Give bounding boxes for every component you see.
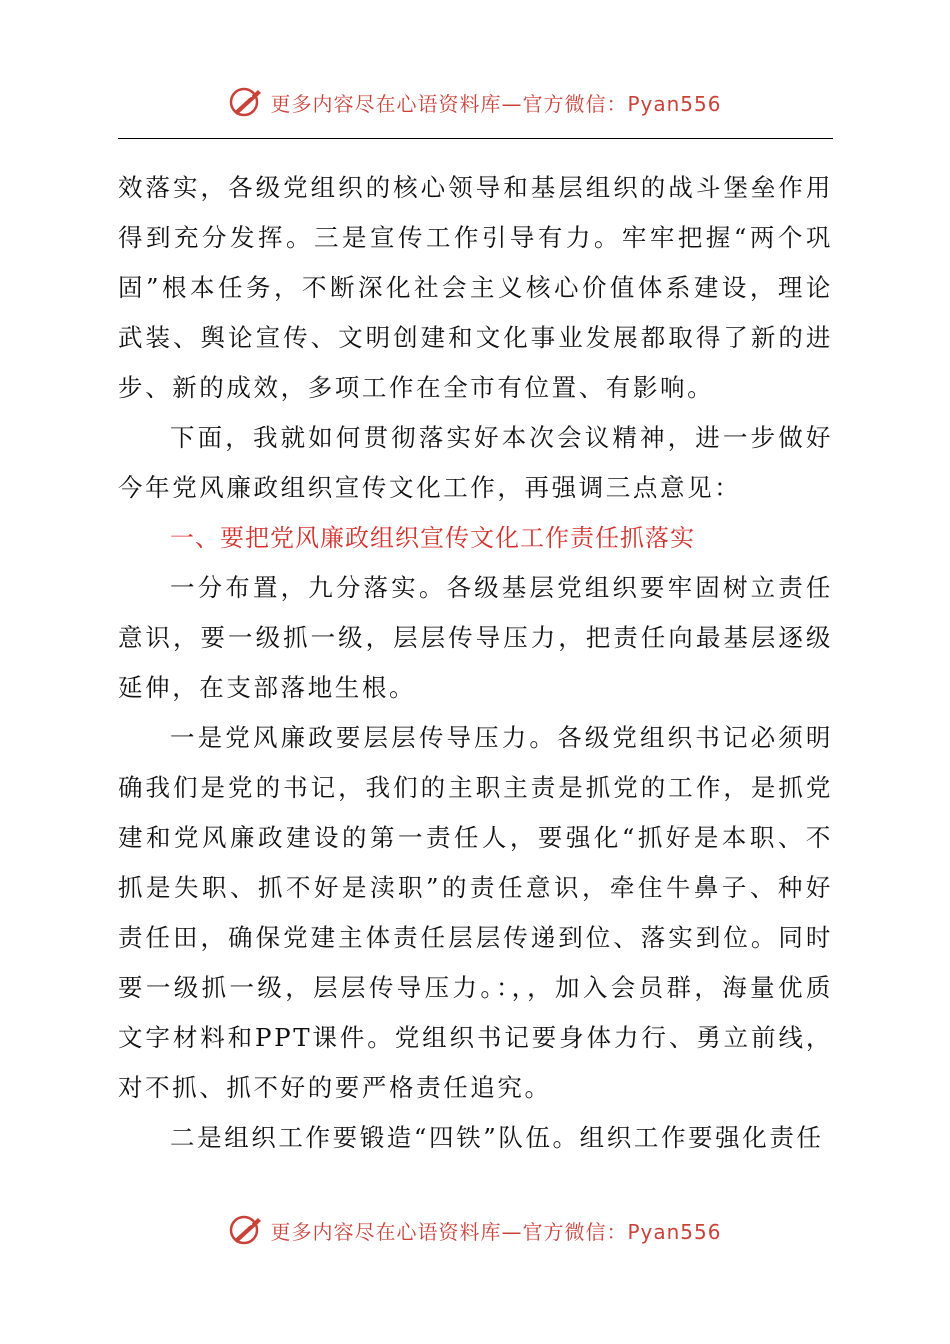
header-divider xyxy=(118,138,833,139)
paragraph: 一分布置，九分落实。各级基层党组织要牢固树立责任意识，要一级抓一级，层层传导压力，把责任向最基层逐级延伸，在支部落地生根。 xyxy=(118,573,833,702)
paragraph: 下面，我就如何贯彻落实好本次会议精神，进一步做好今年党风廉政组织宣传文化工作，再强调三点意见： xyxy=(118,423,833,502)
paragraph: 二是组织工作要锻造“四铁”队伍。组织工作要强化责任 xyxy=(170,1123,824,1152)
paragraph: 效落实，各级党组织的核心领导和基层组织的战斗堡垒作用得到充分发挥。三是宣传工作引导有力。牢牢把握“两个巩固”根本任务，不断深化社会主义核心价值体系建设，理论武装、舆论宣传、文明创建和文化事业发展都取得了新的进步、新的成效，多项工作在全市有位置、有影响。 xyxy=(118,173,833,402)
footer-watermark-text: 更多内容尽在心语资料库—官方微信：Pyan556 xyxy=(270,1219,722,1244)
header-watermark-text: 更多内容尽在心语资料库—官方微信：Pyan556 xyxy=(270,91,722,116)
pen-logo-icon xyxy=(228,84,264,120)
document-body xyxy=(118,163,833,1163)
header-watermark xyxy=(0,84,950,120)
section-heading: 一、要把党风廉政组织宣传文化工作责任抓落实 xyxy=(170,524,695,552)
footer-watermark xyxy=(0,1212,950,1248)
paragraph: 一是党风廉政要层层传导压力。各级党组织书记必须明确我们是党的书记，我们的主职主责是抓党的工作，是抓党建和党风廉政建设的第一责任人，要强化“抓好是本职、不抓是失职、抓不好是渎职”的责任意识，牵住牛鼻子、种好责任田，确保党建主体责任层层传递到位、落实到位。同时要一级抓一级，层层传导压力。：，，加入会员群，海量优质文字材料和PPT课件。党组织书记要身体力行、勇立前线，对不抓、抓不好的要严格责任追究。 xyxy=(118,723,833,1102)
pen-logo-icon xyxy=(228,1212,264,1248)
